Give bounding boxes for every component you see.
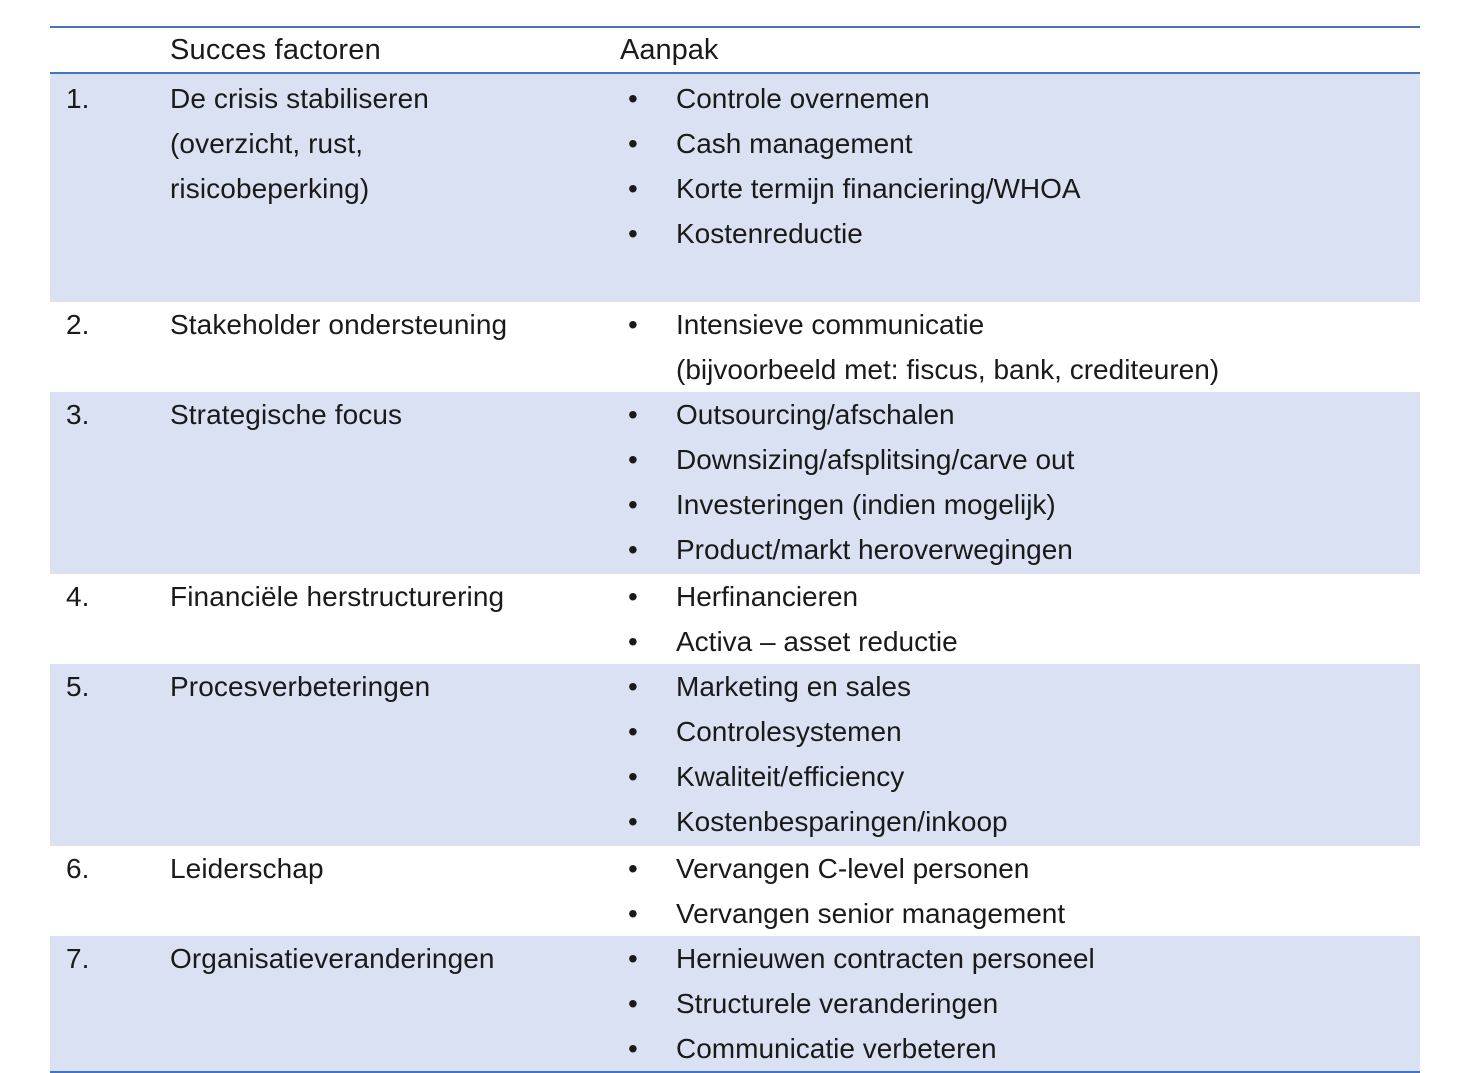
table-row-6: [50, 846, 1420, 936]
approach-text: Kwaliteit/efficiency: [676, 761, 905, 792]
approach-text: Marketing en sales: [676, 671, 912, 702]
bullet-icon: •: [628, 853, 638, 884]
bullet-icon: •: [628, 173, 638, 204]
approach-list: [620, 936, 1420, 1071]
approach-item: [620, 482, 1420, 527]
approach-item: [620, 799, 1420, 844]
table-row-2: [50, 302, 1420, 392]
row-factor: [170, 936, 620, 1071]
approach-text: Downsizing/afsplitsing/carve out: [676, 444, 1075, 475]
approach-text: Cash management: [676, 128, 913, 159]
bullet-icon: •: [628, 1033, 638, 1064]
row-number: 4.: [66, 581, 90, 612]
row-approach: [620, 302, 1420, 392]
approach-text: Controle overnemen: [676, 83, 930, 114]
row-approach: [620, 574, 1420, 664]
bullet-icon: •: [628, 806, 638, 837]
row-number: 7.: [66, 943, 90, 974]
table-header-row: [50, 28, 1420, 72]
row-approach: [620, 76, 1420, 302]
bullet-icon: •: [628, 83, 638, 114]
approach-text: Herfinancieren: [676, 581, 859, 612]
bullet-icon: •: [628, 218, 638, 249]
approach-text: Outsourcing/afschalen: [676, 399, 955, 430]
approach-item: [620, 891, 1420, 936]
bullet-icon: •: [628, 626, 638, 657]
factor-line: (overzicht, rust,: [170, 128, 364, 159]
approach-item: [620, 392, 1420, 437]
bullet-icon: •: [628, 943, 638, 974]
table-row-3: [50, 392, 1420, 574]
bullet-icon: •: [628, 399, 638, 430]
approach-text: Controlesystemen: [676, 716, 902, 747]
approach-item: [620, 709, 1420, 754]
approach-text: Investeringen (indien mogelijk): [676, 489, 1056, 520]
factor-line: Organisatieveranderingen: [170, 943, 495, 974]
approach-item: [620, 302, 1420, 392]
bullet-icon: •: [628, 534, 638, 565]
row-approach: [620, 846, 1420, 936]
table-row-5: [50, 664, 1420, 846]
approach-item: [620, 527, 1420, 572]
bullet-icon: •: [628, 309, 638, 340]
row-factor: [170, 76, 620, 302]
success-factors-table: [50, 26, 1420, 1073]
approach-item: [620, 981, 1420, 1026]
factor-line: Financiële herstructurering: [170, 581, 505, 612]
bullet-icon: •: [628, 128, 638, 159]
approach-continuation: (bijvoorbeeld met: fiscus, bank, crediteuren): [676, 354, 1220, 385]
row-approach: [620, 392, 1420, 574]
row-approach: [620, 664, 1420, 846]
approach-item: [620, 846, 1420, 891]
header-approach: Aanpak: [620, 33, 719, 66]
approach-list: [620, 574, 1420, 664]
approach-item: [620, 76, 1420, 121]
approach-text: Kostenreductie: [676, 218, 863, 249]
approach-item: [620, 1026, 1420, 1071]
approach-text: [676, 302, 1420, 392]
bullet-icon: •: [628, 489, 638, 520]
table-row-4: [50, 574, 1420, 664]
bullet-icon: •: [628, 671, 638, 702]
approach-item: [620, 574, 1420, 619]
approach-item: [620, 437, 1420, 482]
approach-text: Activa – asset reductie: [676, 626, 958, 657]
approach-text: Kostenbesparingen/inkoop: [676, 806, 1008, 837]
row-number: 2.: [66, 309, 90, 340]
row-number: 6.: [66, 853, 90, 884]
table-row-7: [50, 936, 1420, 1071]
approach-text: Vervangen senior management: [676, 898, 1066, 929]
approach-text: Structurele veranderingen: [676, 988, 999, 1019]
approach-list: [620, 664, 1420, 844]
row-factor: [170, 574, 620, 664]
approach-item: [620, 166, 1420, 211]
factor-line: Leiderschap: [170, 853, 324, 884]
bullet-icon: •: [628, 444, 638, 475]
approach-item: [620, 211, 1420, 256]
row-number: 3.: [66, 399, 90, 430]
approach-list: [620, 392, 1420, 572]
approach-list: [620, 846, 1420, 936]
bullet-icon: •: [628, 581, 638, 612]
approach-text: Vervangen C-level personen: [676, 853, 1030, 884]
factor-line: Stakeholder ondersteuning: [170, 309, 508, 340]
approach-item: [620, 936, 1420, 981]
approach-item: [620, 121, 1420, 166]
bullet-icon: •: [628, 716, 638, 747]
row-factor: [170, 302, 620, 392]
factor-line: risicobeperking): [170, 173, 370, 204]
approach-item: [620, 754, 1420, 799]
approach-list: [620, 302, 1420, 392]
row-factor: [170, 846, 620, 936]
approach-text: Hernieuwen contracten personeel: [676, 943, 1095, 974]
approach-text: Korte termijn financiering/WHOA: [676, 173, 1081, 204]
approach-line: Intensieve communicatie: [676, 309, 985, 340]
factor-line: De crisis stabiliseren: [170, 83, 429, 114]
bullet-icon: •: [628, 988, 638, 1019]
approach-list: [620, 76, 1420, 256]
row-number: 1.: [66, 83, 90, 114]
row-number: 5.: [66, 671, 90, 702]
factor-line: Procesverbeteringen: [170, 671, 431, 702]
table-row-1: [50, 74, 1420, 302]
factor-line: Strategische focus: [170, 399, 403, 430]
bullet-icon: •: [628, 898, 638, 929]
row-factor: [170, 392, 620, 574]
row-approach: [620, 936, 1420, 1071]
row-factor: [170, 664, 620, 846]
approach-text: Product/markt heroverwegingen: [676, 534, 1073, 565]
approach-text: Communicatie verbeteren: [676, 1033, 997, 1064]
bullet-icon: •: [628, 761, 638, 792]
header-factor: Succes factoren: [170, 33, 381, 66]
approach-item: [620, 664, 1420, 709]
approach-item: [620, 619, 1420, 664]
